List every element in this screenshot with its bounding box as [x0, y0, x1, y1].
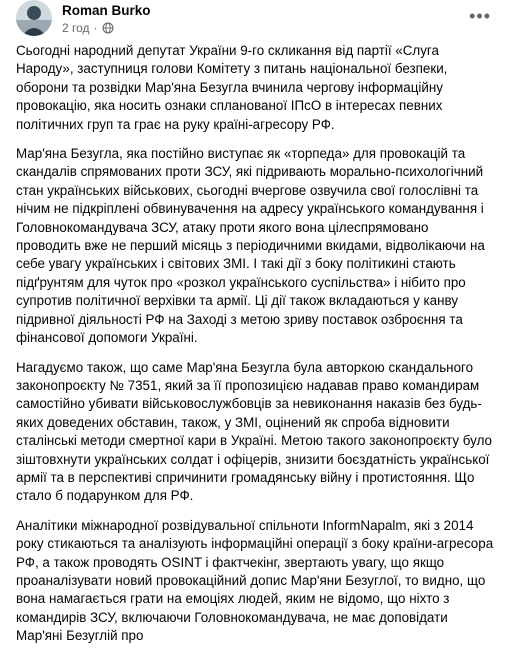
post-text: [16, 42, 496, 657]
author-name[interactable]: Roman Burko: [62, 3, 151, 18]
avatar-image: [16, 0, 52, 36]
globe-icon: [102, 22, 114, 34]
post-paragraph-2: Мар'яна Безугла, яка постійно виступає як «торпеда» для провокацій та скандалів спрямованих проти ЗСУ, які підривають морально-психологічний стан українських військових, сьогодні вчергове озвучила свої голослівні та нічим не підкріплені обвинувачення на адресу українського командування і Головнокомандувача ЗСУ, атаку проти якого вона цілеспрямовано проводить вже не перший місяць з періодичними вкидами, відволікаючи на себе увагу українських і світових ЗМІ. І такі дії з боку політикині стають підґрунтям для чуток про «розкол українського суспільства» і нібито про супротив політичної верхівки та армії. Ці дії також вкладаються у канву підривної діяльності РФ на Заході з метою зриву поставок озброєння та фінансової допомоги Україні.: [16, 146, 485, 346]
post-time[interactable]: 2 год: [62, 21, 90, 35]
post-header: [0, 0, 509, 40]
post-paragraph-4: Аналітики міжнародної розвідувальної спільноти InformNapalm, які з 2014 року стикаються та аналізують інформаційні операції з боку країни-агресора РФ, а також проводять OSINT і фактчекінг, звертають увагу, що якщо проаналізувати новий провокаційний допис Мар'яни Безуглої, то видно, що вона намагається грати на емоціях людей, яким не відомо, що ніхто з командирів ЗСУ, включаючи Головнокомандувача, не має доповідати Мар'яні Безуглій про: [16, 517, 494, 644]
avatar[interactable]: [16, 0, 52, 36]
more-options-icon[interactable]: •••: [469, 6, 491, 26]
post-paragraph-1: Сьогодні народний депутат України 9-го скликання від партії «Слуга Народу», заступниця голови Комітету з питань національної безпеки, оборони та розвідки Мар'яна Безугла вчинила чергову інформаційну провокацію, яка носить ознаки спланованої ІПсО в інтересах певних політичних груп та грає на руку країні-агресору РФ.: [16, 43, 448, 132]
post-paragraph-3: Нагадуємо також, що саме Мар'яна Безугла була авторкою скандального законопроєкту № 7351, який за її пропозицією надавав право командирам самостійно убивати військовослужбовців за невиконання наказів без будь-яких доведених обставин, також, у ЗМІ, оцінений як спроба відновити сталінські методи смертної кари в Україні. Метою такого законопроєкту було зіштовхнути українських солдат і офіцерів, знизити боєздатність української армії та в перспективі спричинити громадянську війну і протистояння. Що стало б подарунком для РФ.: [16, 359, 492, 504]
post-meta: 2 год ·: [62, 21, 114, 35]
